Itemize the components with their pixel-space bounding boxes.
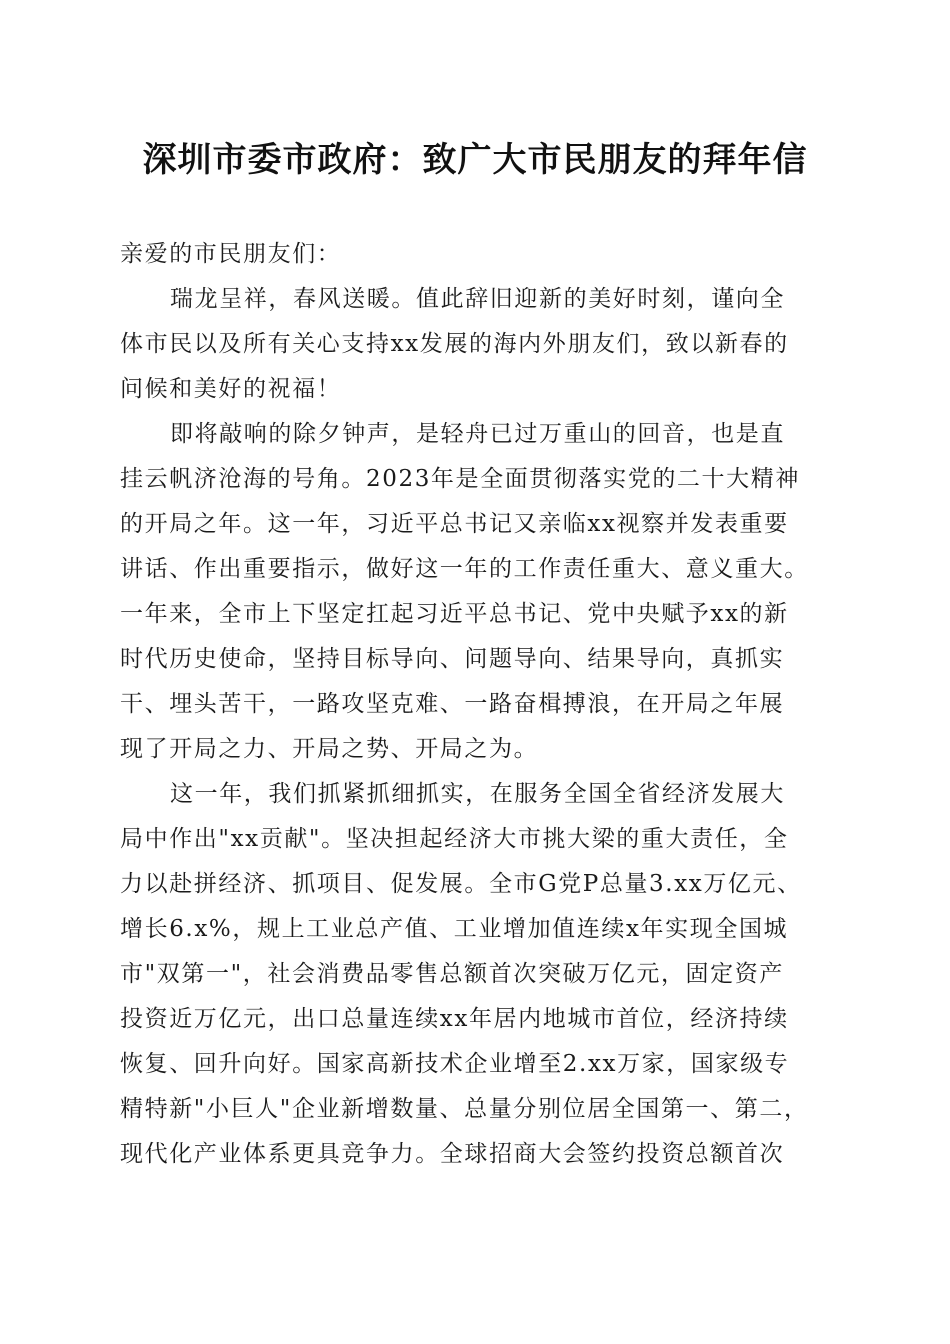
paragraph-greeting xyxy=(120,277,832,412)
text-line: 干、埋头苦干，一路攻坚克难、一路奋楫搏浪，在开局之年展 xyxy=(120,691,785,717)
text-line: 这一年，我们抓紧抓细抓实，在服务全国全省经济发展大 xyxy=(170,781,785,807)
document-title: 深圳市委市政府：致广大市民朋友的拜年信 xyxy=(142,140,808,180)
text-line: 现代化产业体系更具竞争力。全球招商大会签约投资总额首次 xyxy=(120,1141,785,1167)
text-line: 局中作出"xx贡献"。坚决担起经济大市挑大梁的重大责任，全 xyxy=(120,826,789,852)
paragraph-economy xyxy=(120,772,832,1177)
text-line: 增长6.x%，规上工业总产值、工业增加值连续x年实现全国城 xyxy=(120,916,789,942)
text-line: 讲话、作出重要指示，做好这一年的工作责任重大、意义重大。 xyxy=(120,556,809,582)
text-line: 瑞龙呈祥，春风送暖。值此辞旧迎新的美好时刻，谨向全 xyxy=(170,286,785,312)
text-line: 投资近万亿元，出口总量连续xx年居内地城市首位，经济持续 xyxy=(120,1006,789,1032)
text-line: 一年来，全市上下坚定扛起习近平总书记、党中央赋予xx的新 xyxy=(120,601,789,627)
text-line: 挂云帆济沧海的号角。2023年是全面贯彻落实党的二十大精神 xyxy=(120,466,800,492)
text-line: 问候和美好的祝福！ xyxy=(120,376,342,402)
text-line: 精特新"小巨人"企业新增数量、总量分别位居全国第一、第二， xyxy=(120,1096,809,1122)
text-line: 市"双第一"，社会消费品零售总额首次突破万亿元，固定资产 xyxy=(120,961,784,987)
text-line: 的开局之年。这一年，习近平总书记又亲临xx视察并发表重要 xyxy=(120,511,789,537)
salutation: 亲爱的市民朋友们： xyxy=(120,241,342,267)
text-line: 现了开局之力、开局之势、开局之为。 xyxy=(120,736,539,762)
text-line: 恢复、回升向好。国家高新技术企业增至2.xx万家，国家级专 xyxy=(120,1051,790,1077)
paragraph-review xyxy=(120,412,832,772)
text-line: 力以赴拼经济、抓项目、促发展。全市G党P总量3.xx万亿元、 xyxy=(120,871,802,897)
text-line: 即将敲响的除夕钟声，是轻舟已过万重山的回音，也是直 xyxy=(170,421,785,447)
text-line: 时代历史使命，坚持目标导向、问题导向、结果导向，真抓实 xyxy=(120,646,785,672)
document-body xyxy=(120,232,832,1177)
text-line: 体市民以及所有关心支持xx发展的海内外朋友们，致以新春的 xyxy=(120,331,789,357)
